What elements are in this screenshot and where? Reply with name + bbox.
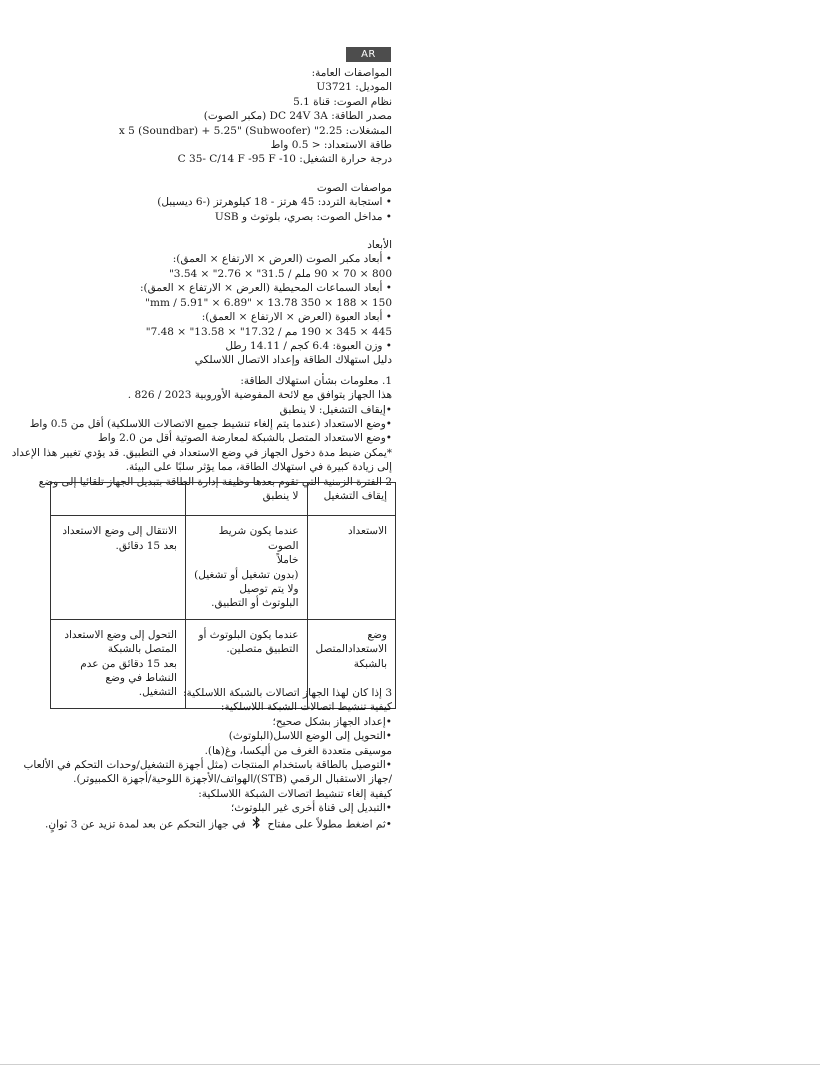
spec-line: المشغلات: 2.25" x 5 (Soundbar) + 5.25" (Subwoofer) (118, 124, 392, 137)
wireless-line: كيفية تنشيط اتصالات الشبكة اللاسلكية: (220, 701, 392, 714)
spec-line: • وزن العبوة: 6.4 كجم / 14.11 رطل (225, 339, 392, 352)
spec-line: 150 × 188 × 350 mm / 5.91" × 6.89" × 13.78" (145, 296, 392, 309)
table-cell: عندما يكون البلوتوث أو التطبيق متصلين. (185, 619, 307, 708)
wireless-line: •التبديل إلى قناة أخرى غير البلوتوث؛ (230, 802, 392, 815)
table-row (51, 516, 396, 619)
power-line: 2 الفترة الزمنية التي تقوم بعدها وظيفة إدارة الطاقة بتبديل الجهاز تلقائيا إلى وضع (38, 475, 392, 488)
spec-line: درجة حرارة التشغيل: 10- C 35- C/14 F -95 F (177, 153, 392, 166)
page-bottom-rule (0, 1064, 820, 1065)
power-line: •وضع الاستعداد المتصل بالشبكة لمعارضة الصوتية أقل من 2.0 واط (98, 432, 392, 445)
power-guide-title: دليل استهلاك الطاقة وإعداد الاتصال اللاسلكي (194, 354, 392, 367)
table-cell: التحول إلى وضع الاستعداد المتصل بالشبكة بعد 15 دقائق من عدم النشاط في وضع التشغيل. (51, 619, 186, 708)
power-line: هذا الجهاز يتوافق مع لائحة المفوضية الأوروبية 2023 / 826 . (127, 389, 392, 402)
wireless-line: كيفية إلغاء تنشيط اتصالات الشبكة اللاسلكية: (198, 787, 392, 800)
spec-line: 445 × 345 × 190 مم / 17.32" × 13.58" × 7.48" (145, 325, 392, 338)
power-line: •إيقاف التشغيل: لا ينطبق (279, 403, 392, 416)
general-specs-title: المواصفات العامة: (311, 67, 392, 79)
spec-line: • مداخل الصوت: بصري، بلوتوث و USB (214, 210, 392, 223)
wireless-content (2, 686, 392, 833)
spec-line: • أبعاد السماعات المحيطية (العرض × الارتفاع × العمق): (140, 282, 392, 295)
table-cell: الانتقال إلى وضع الاستعداد بعد 15 دقائق. (51, 516, 186, 619)
table-cell (51, 483, 186, 516)
spec-content (2, 66, 392, 489)
spec-line: 800 × 70 × 90 ملم / 31.5" × 2.76" × 3.54" (168, 267, 392, 280)
spec-line: • استجابة التردد: 45 هرتز - 18 كيلوهرتز (-6 ديسيبل) (157, 196, 392, 209)
spec-line: الموديل: U3721 (316, 81, 392, 94)
dimensions-title: الأبعاد (367, 239, 392, 252)
spec-line: • أبعاد العبوة (العرض × الارتفاع × العمق): (201, 311, 392, 324)
wireless-line: /جهاز الاستقبال الرقمي (STB)/الهواتف/الأجهزة اللوحية/أجهزة الكمبيوتر). (73, 773, 392, 786)
table-cell: عندما يكون شريط الصوت خاملاً (بدون تشغيل أو تشغيل) ولا يتم توصيل البلوتوث أو التطبيق. (185, 516, 307, 619)
wireless-line: •إعداد الجهاز بشكل صحيح؛ (272, 715, 392, 728)
power-line: 1. معلومات بشأن استهلاك الطاقة: (240, 374, 392, 387)
table-cell: وضع الاستعدادالمتصل بالشبكة (307, 619, 395, 708)
table-cell: الاستعداد (307, 516, 395, 619)
wireless-text-before: •ثم اضغط مطولاً على مفتاح (267, 818, 392, 831)
power-line: •وضع الاستعداد (عندما يتم إلغاء تنشيط جميع الاتصالات اللاسلكية) أقل من 0.5 واط (29, 417, 392, 430)
wireless-text-after: في جهاز التحكم عن بعد لمدة تزيد عن 3 ثوانٍ. (45, 818, 246, 831)
wireless-line: 3 إذا كان لهذا الجهاز اتصالات بالشبكة اللاسلكية: (182, 687, 392, 699)
spec-line: • أبعاد مكبر الصوت (العرض × الارتفاع × العمق): (172, 253, 392, 266)
language-badge: AR (346, 47, 391, 62)
spec-line: نظام الصوت: قناة 5.1 (293, 95, 392, 108)
table-cell: إيقاف التشغيل (307, 483, 395, 516)
bluetooth-icon (252, 816, 261, 833)
wireless-line: موسيقى متعددة الغرف من أليكسا، وغ(ها). (204, 744, 392, 757)
power-line: إلى زيادة كبيرة في استهلاك الطاقة، مما يؤثر سلبًا على البيئة. (125, 461, 392, 474)
wireless-line: •التوصيل بالطاقة باستخدام المنتجات (مثل أجهزة التشغيل/وحدات التحكم في الألعاب (23, 759, 392, 772)
wireless-line-last (2, 816, 392, 833)
wireless-line: •التحويل إلى الوضع اللاسل(البلوتوث) (228, 730, 392, 743)
table-row (51, 483, 396, 516)
power-modes-table (50, 482, 396, 709)
power-line: *يمكن ضبط مدة دخول الجهاز في وضع الاستعداد في التطبيق. قد يؤدي تغيير هذا الإعداد (11, 446, 392, 459)
spec-line: مصدر الطاقة: DC 24V 3A (مكبر الصوت) (203, 110, 392, 123)
table-cell: لا ينطبق (185, 483, 307, 516)
audio-specs-title: مواصفات الصوت (316, 181, 392, 194)
spec-line: طاقة الاستعداد: < 0.5 واط (270, 139, 392, 152)
